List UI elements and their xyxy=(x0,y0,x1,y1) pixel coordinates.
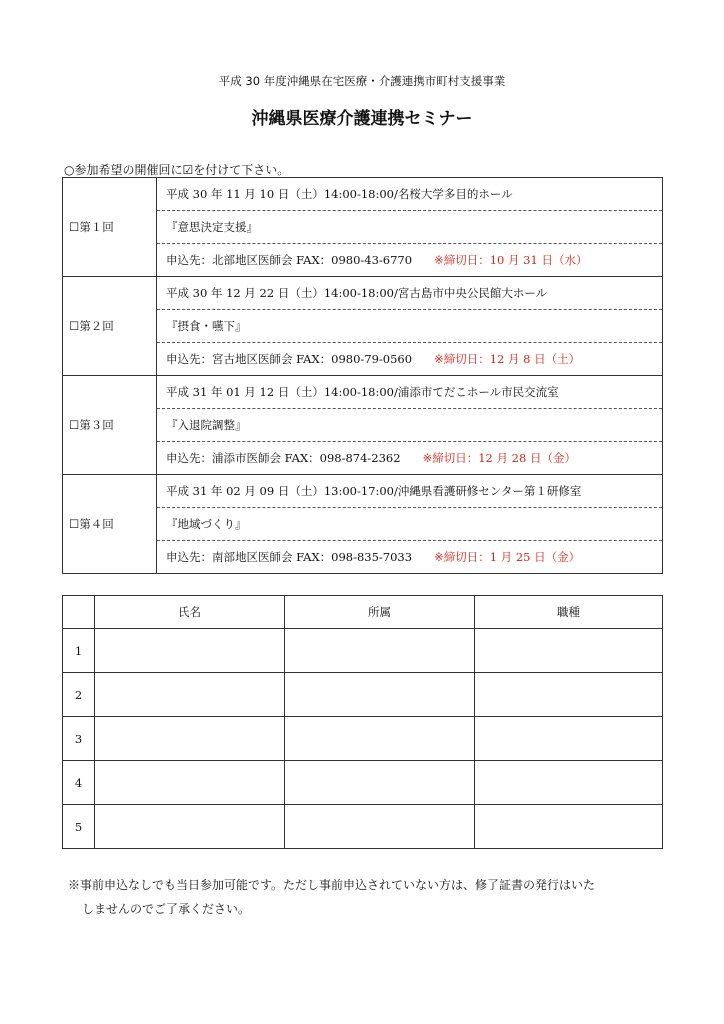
participants-header-row xyxy=(63,596,663,629)
checkbox-icon[interactable]: ☐ xyxy=(69,418,80,432)
session-deadline: ※締切日：12 月 8 日（土） xyxy=(434,352,581,366)
session-theme: 『意思決定支援』 xyxy=(157,211,663,244)
occupation-cell[interactable] xyxy=(475,761,663,805)
session-label: 第３回 xyxy=(79,418,114,432)
session-deadline: ※締切日：1 月 25 日（金） xyxy=(434,550,581,564)
footnote-line-1: ※事前申込なしでも当日参加可能です。ただし事前申込されていない方は、修了証書の発行はいた xyxy=(68,878,596,892)
occupation-cell[interactable] xyxy=(475,629,663,673)
session-datetime: 平成 30 年 12 月 22 日（土）14:00-18:00/宮古島市中央公民館大ホール xyxy=(157,277,663,310)
row-number: 3 xyxy=(63,717,95,761)
row-number: 5 xyxy=(63,805,95,849)
session-datetime: 平成 30 年 11 月 10 日（土）14:00-18:00/名桜大学多目的ホール xyxy=(157,178,663,211)
session-datetime: 平成 31 年 01 月 12 日（土）14:00-18:00/浦添市てだこホール市民交流室 xyxy=(157,376,663,409)
instruction-text: ○参加希望の開催回に☑を付けて下さい。 xyxy=(64,163,290,177)
session-2-row xyxy=(63,277,663,310)
footnote-line-2: しませんのでご了承ください。 xyxy=(82,902,251,916)
affiliation-cell[interactable] xyxy=(285,717,475,761)
row-number: 4 xyxy=(63,761,95,805)
session-1-checkbox-cell[interactable] xyxy=(63,178,157,277)
footnote xyxy=(68,873,678,921)
row-number: 1 xyxy=(63,629,95,673)
row-number: 2 xyxy=(63,673,95,717)
session-4-row xyxy=(63,475,663,508)
affiliation-cell[interactable] xyxy=(285,673,475,717)
session-theme: 『入退院調整』 xyxy=(157,409,663,442)
session-contact-cell xyxy=(157,442,663,475)
header-number xyxy=(63,596,95,629)
table-row xyxy=(63,673,663,717)
session-theme: 『摂食・嚥下』 xyxy=(157,310,663,343)
header-affiliation: 所属 xyxy=(285,596,475,629)
session-label: 第２回 xyxy=(79,319,114,333)
session-contact: 申込先：北部地区医師会 FAX：0980-43-6770 xyxy=(166,253,413,267)
session-datetime: 平成 31 年 02 月 09 日（土）13:00-17:00/沖縄県看護研修センター第１研修室 xyxy=(157,475,663,508)
session-contact-cell xyxy=(157,244,663,277)
table-row xyxy=(63,805,663,849)
header-name: 氏名 xyxy=(95,596,285,629)
sessions-table xyxy=(62,177,663,574)
session-contact: 申込先：南部地区医師会 FAX：098-835-7033 xyxy=(166,550,413,564)
occupation-cell[interactable] xyxy=(475,805,663,849)
table-row xyxy=(63,717,663,761)
session-4-checkbox-cell[interactable] xyxy=(63,475,157,574)
document-subtitle: 平成 30 年度沖縄県在宅医療・介護連携市町村支援事業 xyxy=(218,74,506,88)
document-title: 沖縄県医療介護連携セミナー xyxy=(251,109,473,129)
name-cell[interactable] xyxy=(95,805,285,849)
session-1-row xyxy=(63,178,663,211)
affiliation-cell[interactable] xyxy=(285,761,475,805)
session-contact-cell xyxy=(157,541,663,574)
session-3-row xyxy=(63,376,663,409)
table-row xyxy=(63,629,663,673)
session-2-checkbox-cell[interactable] xyxy=(63,277,157,376)
occupation-cell[interactable] xyxy=(475,673,663,717)
checkbox-icon[interactable]: ☐ xyxy=(69,319,80,333)
table-row xyxy=(63,761,663,805)
checkbox-icon[interactable]: ☐ xyxy=(69,517,80,531)
name-cell[interactable] xyxy=(95,673,285,717)
session-contact: 申込先：浦添市医師会 FAX：098-874-2362 xyxy=(166,451,401,465)
occupation-cell[interactable] xyxy=(475,717,663,761)
participants-table xyxy=(62,595,663,849)
session-3-checkbox-cell[interactable] xyxy=(63,376,157,475)
name-cell[interactable] xyxy=(95,761,285,805)
session-label: 第１回 xyxy=(79,220,114,234)
checkbox-icon[interactable]: ☐ xyxy=(69,220,80,234)
name-cell[interactable] xyxy=(95,629,285,673)
session-contact-cell xyxy=(157,343,663,376)
session-deadline: ※締切日：10 月 31 日（水） xyxy=(434,253,588,267)
affiliation-cell[interactable] xyxy=(285,805,475,849)
affiliation-cell[interactable] xyxy=(285,629,475,673)
session-deadline: ※締切日：12 月 28 日（金） xyxy=(422,451,576,465)
session-contact: 申込先：宮古地区医師会 FAX：0980-79-0560 xyxy=(166,352,413,366)
session-label: 第４回 xyxy=(79,517,114,531)
name-cell[interactable] xyxy=(95,717,285,761)
header-occupation: 職種 xyxy=(475,596,663,629)
session-theme: 『地域づくり』 xyxy=(157,508,663,541)
